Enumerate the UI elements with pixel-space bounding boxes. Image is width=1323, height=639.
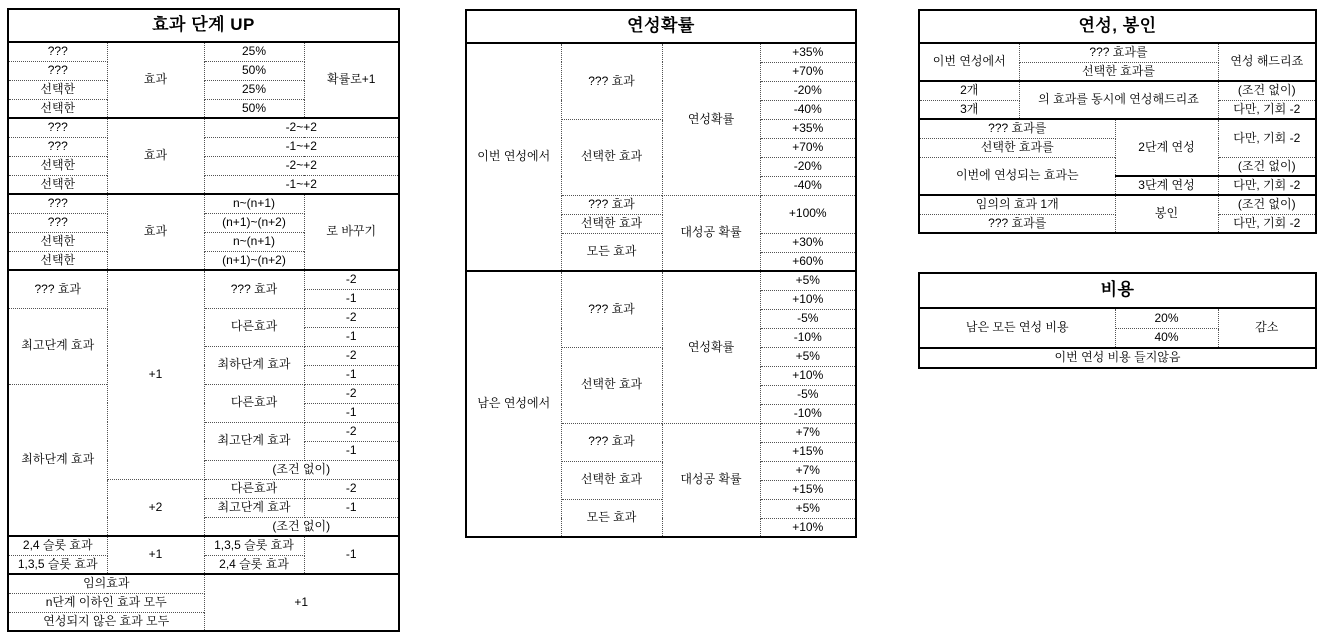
table-cell: 남은 연성에서 [466, 271, 561, 537]
effect-level-up-table [7, 8, 400, 632]
table-cell: ??? 효과를 [919, 119, 1115, 138]
table-cell: +7% [760, 423, 856, 442]
table-cell: (n+1)~(n+2) [204, 251, 304, 270]
table-cell: -1 [304, 498, 399, 517]
table-cell: +10% [760, 366, 856, 385]
table-cell: -5% [760, 309, 856, 328]
table-cell: 2단계 연성 [1115, 119, 1218, 176]
table-cell: -2~+2 [204, 118, 399, 137]
table-cell: +1 [204, 574, 399, 631]
table-cell: 50% [204, 99, 304, 118]
table-cell: 선택한 효과 [561, 214, 662, 233]
table-cell: +35% [760, 119, 856, 138]
table-cell: ??? 효과 [561, 271, 662, 347]
table-cell: ??? [8, 213, 107, 232]
table-cell: +30% [760, 233, 856, 252]
table-cell: +5% [760, 499, 856, 518]
table-cell: ??? [8, 42, 107, 61]
table-cell: ??? 효과 [561, 423, 662, 461]
table-cell: 1,3,5 슬롯 효과 [8, 555, 107, 574]
table-cell: 선택한 효과 [561, 119, 662, 195]
table-cell: 선택한 [8, 99, 107, 118]
table-cell: +100% [760, 195, 856, 233]
table-cell: 대성공 확률 [662, 195, 760, 271]
table-cell: -2 [304, 384, 399, 403]
table-cell: 다만, 기회 -2 [1218, 176, 1316, 195]
table-cell: 2,4 슬롯 효과 [204, 555, 304, 574]
table-cell: -10% [760, 404, 856, 423]
table-cell: -40% [760, 100, 856, 119]
table-cell: 이번 연성에서 [466, 43, 561, 271]
cost-table [918, 272, 1317, 369]
table-cell: +10% [760, 518, 856, 537]
table-cell: 임의의 효과 1개 [919, 195, 1115, 214]
table-cell: +70% [760, 62, 856, 81]
table-cell: ??? 효과를 [1019, 43, 1218, 62]
table-cell: 대성공 확률 [662, 423, 760, 537]
table-effect-level-up [7, 8, 400, 632]
table-cell: (조건 없이) [1218, 157, 1316, 176]
table-cell: -2 [304, 479, 399, 498]
table-cell: 선택한 [8, 251, 107, 270]
table-cell: 50% [204, 61, 304, 80]
table-cell: 2,4 슬롯 효과 [8, 536, 107, 555]
table-cell: -1 [304, 289, 399, 308]
alchemy-probability-title: 연성확률 [466, 10, 856, 43]
table-cell: -1~+2 [204, 137, 399, 156]
table-cell: (조건 없이) [1218, 81, 1316, 100]
table-cell: 선택한 [8, 156, 107, 175]
table-cell: 연성 해드리죠 [1218, 43, 1316, 81]
table-cell: 2개 [919, 81, 1019, 100]
table-cell: 이번에 연성되는 효과는 [919, 157, 1115, 195]
table-cell: 감소 [1218, 308, 1316, 348]
table-cell: 25% [204, 80, 304, 99]
table-cell: +60% [760, 252, 856, 271]
table-cell: 이번 연성 비용 들지않음 [919, 348, 1316, 368]
table-cell: 3단계 연성 [1115, 176, 1218, 195]
table-cell: 20% [1115, 308, 1218, 328]
table-cell: ??? 효과 [204, 270, 304, 308]
table-cell: +2 [107, 479, 204, 536]
table-cell: -2~+2 [204, 156, 399, 175]
table-cell: n~(n+1) [204, 232, 304, 251]
table-cell: 다른효과 [204, 308, 304, 346]
table-cell: -2 [304, 308, 399, 327]
table-cell: (조건 없이) [204, 460, 399, 479]
table-cell: -10% [760, 328, 856, 347]
table-alchemy-probability [465, 9, 857, 538]
table-cell: 모든 효과 [561, 499, 662, 537]
table-cell: 연성되지 않은 효과 모두 [8, 612, 204, 631]
table-cell: (조건 없이) [204, 517, 399, 536]
table-cell: 선택한 효과를 [1019, 62, 1218, 81]
table-cell: 최하단계 효과 [8, 384, 107, 536]
table-cell: -2 [304, 422, 399, 441]
table-cell: 다른효과 [204, 384, 304, 422]
table-cell: -20% [760, 81, 856, 100]
table-cell: ??? [8, 194, 107, 213]
table-cell: -1~+2 [204, 175, 399, 194]
effect-level-up-title: 효과 단계 UP [8, 9, 399, 42]
table-cell: 40% [1115, 328, 1218, 348]
table-cell: 최고단계 효과 [204, 422, 304, 460]
table-cell: +5% [760, 271, 856, 290]
table-cell: 25% [204, 42, 304, 61]
table-cell: +35% [760, 43, 856, 62]
table-cell: 최하단계 효과 [204, 346, 304, 384]
table-cell: +15% [760, 480, 856, 499]
table-cost [918, 272, 1317, 369]
table-cell: +10% [760, 290, 856, 309]
table-cell: ??? 효과 [561, 195, 662, 214]
table-cell: 선택한 [8, 80, 107, 99]
table-cell: 선택한 [8, 175, 107, 194]
table-cell: 다만, 기회 -2 [1218, 119, 1316, 157]
table-cell: ??? 효과 [8, 270, 107, 308]
table-cell: -2 [304, 346, 399, 365]
table-cell: n~(n+1) [204, 194, 304, 213]
table-cell: 로 바꾸기 [304, 194, 399, 270]
table-cell: 임의효과 [8, 574, 204, 593]
table-cell: ??? 효과 [561, 43, 662, 119]
table-cell: -1 [304, 441, 399, 460]
table-cell: -20% [760, 157, 856, 176]
table-cell: 선택한 효과 [561, 347, 662, 423]
table-cell: 모든 효과 [561, 233, 662, 271]
table-cell: +5% [760, 347, 856, 366]
table-cell: 연성확률 [662, 43, 760, 195]
table-cell: 확률로+1 [304, 42, 399, 118]
table-cell: -5% [760, 385, 856, 404]
table-cell: 선택한 효과를 [919, 138, 1115, 157]
table-cell: +1 [107, 536, 204, 574]
table-cell: 1,3,5 슬롯 효과 [204, 536, 304, 555]
table-cell: 선택한 효과 [561, 461, 662, 499]
table-cell: ??? [8, 137, 107, 156]
table-cell: 이번 연성에서 [919, 43, 1019, 81]
table-cell: -1 [304, 536, 399, 574]
table-cell: (n+1)~(n+2) [204, 213, 304, 232]
table-cell: (조건 없이) [1218, 195, 1316, 214]
alchemy-seal-table [918, 9, 1317, 234]
alchemy-seal-title: 연성, 봉인 [919, 10, 1316, 43]
table-cell: 효과 [107, 42, 204, 118]
alchemy-probability-table [465, 9, 857, 538]
table-cell: 남은 모든 연성 비용 [919, 308, 1115, 348]
table-cell: 다만, 기회 -2 [1218, 214, 1316, 233]
table-alchemy-seal [918, 9, 1317, 234]
table-cell: +7% [760, 461, 856, 480]
table-cell: +15% [760, 442, 856, 461]
table-cell: ??? [8, 61, 107, 80]
table-cell: ??? [8, 118, 107, 137]
cost-title: 비용 [919, 273, 1316, 308]
table-cell: 봉인 [1115, 195, 1218, 233]
table-cell: 다른효과 [204, 479, 304, 498]
table-cell: 의 효과를 동시에 연성해드리죠 [1019, 81, 1218, 119]
table-cell: n단계 이하인 효과 모두 [8, 593, 204, 612]
table-cell: -2 [304, 270, 399, 289]
table-cell: ??? 효과를 [919, 214, 1115, 233]
table-cell: +70% [760, 138, 856, 157]
table-cell: -1 [304, 365, 399, 384]
table-cell: 효과 [107, 194, 204, 270]
table-cell: -1 [304, 327, 399, 346]
table-cell: +1 [107, 270, 204, 479]
table-cell: 3개 [919, 100, 1019, 119]
table-cell: -1 [304, 403, 399, 422]
table-cell: 효과 [107, 118, 204, 194]
table-cell: -40% [760, 176, 856, 195]
table-cell: 다만, 기회 -2 [1218, 100, 1316, 119]
table-cell: 최고단계 효과 [204, 498, 304, 517]
table-cell: 연성확률 [662, 271, 760, 423]
table-cell: 최고단계 효과 [8, 308, 107, 384]
table-cell: 선택한 [8, 232, 107, 251]
